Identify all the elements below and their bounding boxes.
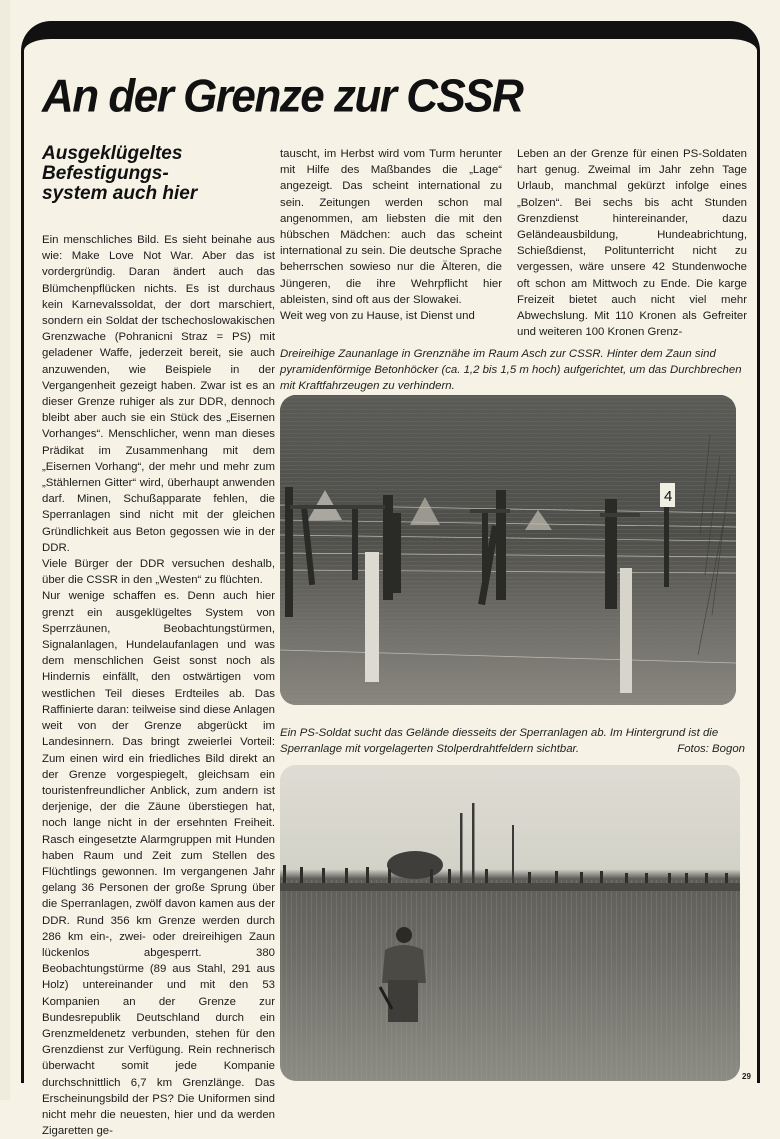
article-column-3: [517, 146, 747, 340]
fence-sign-number: 4: [664, 488, 673, 505]
article-title: An der Grenze zur CSSR: [42, 70, 523, 123]
paragraph: Ein menschliches Bild. Es sieht beinahe aus wie: Make Love Not War. Aber das ist vordergründig. Daran ändert auch das Blümchenpflücken nichts. Es ist durchaus kein Karnevalssoldat, der dort marschiert, sondern ein Soldat der tschechoslowakischen Grenzwache (Pohranicni Straz = PS) mit geladener Waffe, jederzeit bereit, sie auch anzuwenden, wie Beispiele in der Vergangenheit gezeigt haben. Zwar ist es an dieser Grenze ruhiger als zur DDR, dennoch bleibt aber auch sie ein Stück des „Eisernen Vorhanges“. Menschlicher, wenn man dieses Prädikat im Zusammenhang mit dem „Eisernen Vorhang“, der mehr und mehr zum „Stählernen Gitter“ wird, überhaupt anwenden darf. Minen, Schußapparate fehlen, die Sperranlagen sind nicht mit der gleichen Gründlichkeit aus Beton gegossen wie in der DDR.: [42, 234, 275, 554]
photo-caption-2: [280, 725, 745, 757]
soldier-photo: [280, 765, 740, 1081]
soldier-photo-image: [280, 765, 740, 1081]
caption-text: Ein PS-Soldat sucht das Gelände diesseits der Sperranlagen ab. Im Hintergrund ist die Sperranlage mit vorgelagerten Stolperdrahtfeldern sichtbar.: [280, 727, 719, 755]
subheadline-line: Befestigungs-: [42, 163, 169, 184]
article-subheadline: [42, 144, 262, 204]
paragraph: tauscht, im Herbst wird vom Turm herunter mit Hilfe des Maßbandes die „Lage“ angezeigt. Das scheint international zu sein. Zeitungen werden schon mal angenommen, am liebsten die mit den hübschen Mädchen: auch das scheint international zu sein. Die deutsche Sprache beherrschen sowieso nur die Älteren, die Jüngeren, die ihre Wehrpflicht hier ableisten, sind oft aus der Slowakei.: [280, 148, 502, 306]
article-column-2: [280, 146, 502, 324]
photo-caption-1: Dreireihige Zaunanlage in Grenznähe im Raum Asch zur CSSR. Hinter dem Zaun sind pyramidenförmige Betonhöcker (ca. 1,2 bis 1,5 m hoch) aufgerichtet, um das Durchbrechen mit Kraftfahrzeugen zu verhindern.: [280, 348, 742, 392]
paragraph: Leben an der Grenze für einen PS-Soldaten hart genug. Zweimal im Jahr zehn Tage Urlaub, manchmal gekürzt infolge eines „Bolzen“. Bei sechs bis acht Stunden Grenzdienst hintereinander, dazu Geländeausbildung, Hundeabrichtung, Schießdienst, Politunterricht nicht zu vergessen, wäre unsere 42 Stundenwoche oft schon am Mittwoch zu Ende. Die karge Freizeit bietet auch nicht viel mehr Abwechslung. Mit 110 Kronen als Gefreiter und weiteren 100 Kronen Grenz-: [517, 148, 747, 339]
paragraph: Nur wenige schaffen es. Denn auch hier grenzt ein ausgeklügeltes System von Sperrzäunen, Beobachtungstürmen, Signalanlagen, Hundelaufanlagen und was dem menschlichen Geist sonst noch als Hindernis einfällt, den ostwärtigen vom westlichen Teil dieses Erdteiles ab. Das Raffinierte daran: teilweise sind diese Anlagen weit von der Grenze abgerückt im Landesinnern. Das bringt zweierlei Vorteil: Zum einen wird ein friedliches Bild direkt an der Grenze vorgespiegelt, gleichsam ein touristenfreundlicher Anblick, zum andern ist derjenige, der die Zäune überstiegen hat, noch lange nicht in der ersehnten Freiheit. Rasch eingesetzte Alarmgruppen mit Hunden haben Raum und Zeit zum Stellen des Flüchtlings gewonnen. Im vergangenen Jahr gelang 36 Personen der große Sprung über die Sperranlagen, zwölf davon kamen aus der DDR. Rund 356 km Grenze werden durch 286 km ein-, zwei- oder dreireihigen Zaun lückenlos abgesperrt. 380 Beobachtungstürme (89 aus Stahl, 291 aus Holz) untereinander und mit den 53 Kompanien an der Grenze zur Bundesrepublik Deutschland durch ein Grenzmeldenetz verbunden, stehen für den Grenzdienst zur Verfügung. Rein rechnerisch überwacht somit jede Kompanie durchschnittlich 6,7 km Grenzlänge. Das Erscheinungsbild der PS? Die Uniformen sind nicht mehr die neuesten, hier und da werden Zigaretten ge-: [42, 590, 275, 1138]
fence-photo-image: [280, 395, 736, 705]
page-number: 29: [742, 1072, 751, 1081]
article-column-1: [42, 232, 275, 1139]
photo-credit: Fotos: Bogon: [677, 743, 745, 755]
page-margin: [0, 0, 10, 1100]
fence-photo: [280, 395, 736, 705]
paragraph: Viele Bürger der DDR versuchen deshalb, über die CSSR in den „Westen“ zu flüchten.: [42, 558, 275, 587]
subheadline-line: system auch hier: [42, 183, 198, 204]
paragraph: Weit weg von zu Hause, ist Dienst und: [280, 310, 475, 323]
subheadline-line: Ausgeklügeltes: [42, 143, 183, 164]
